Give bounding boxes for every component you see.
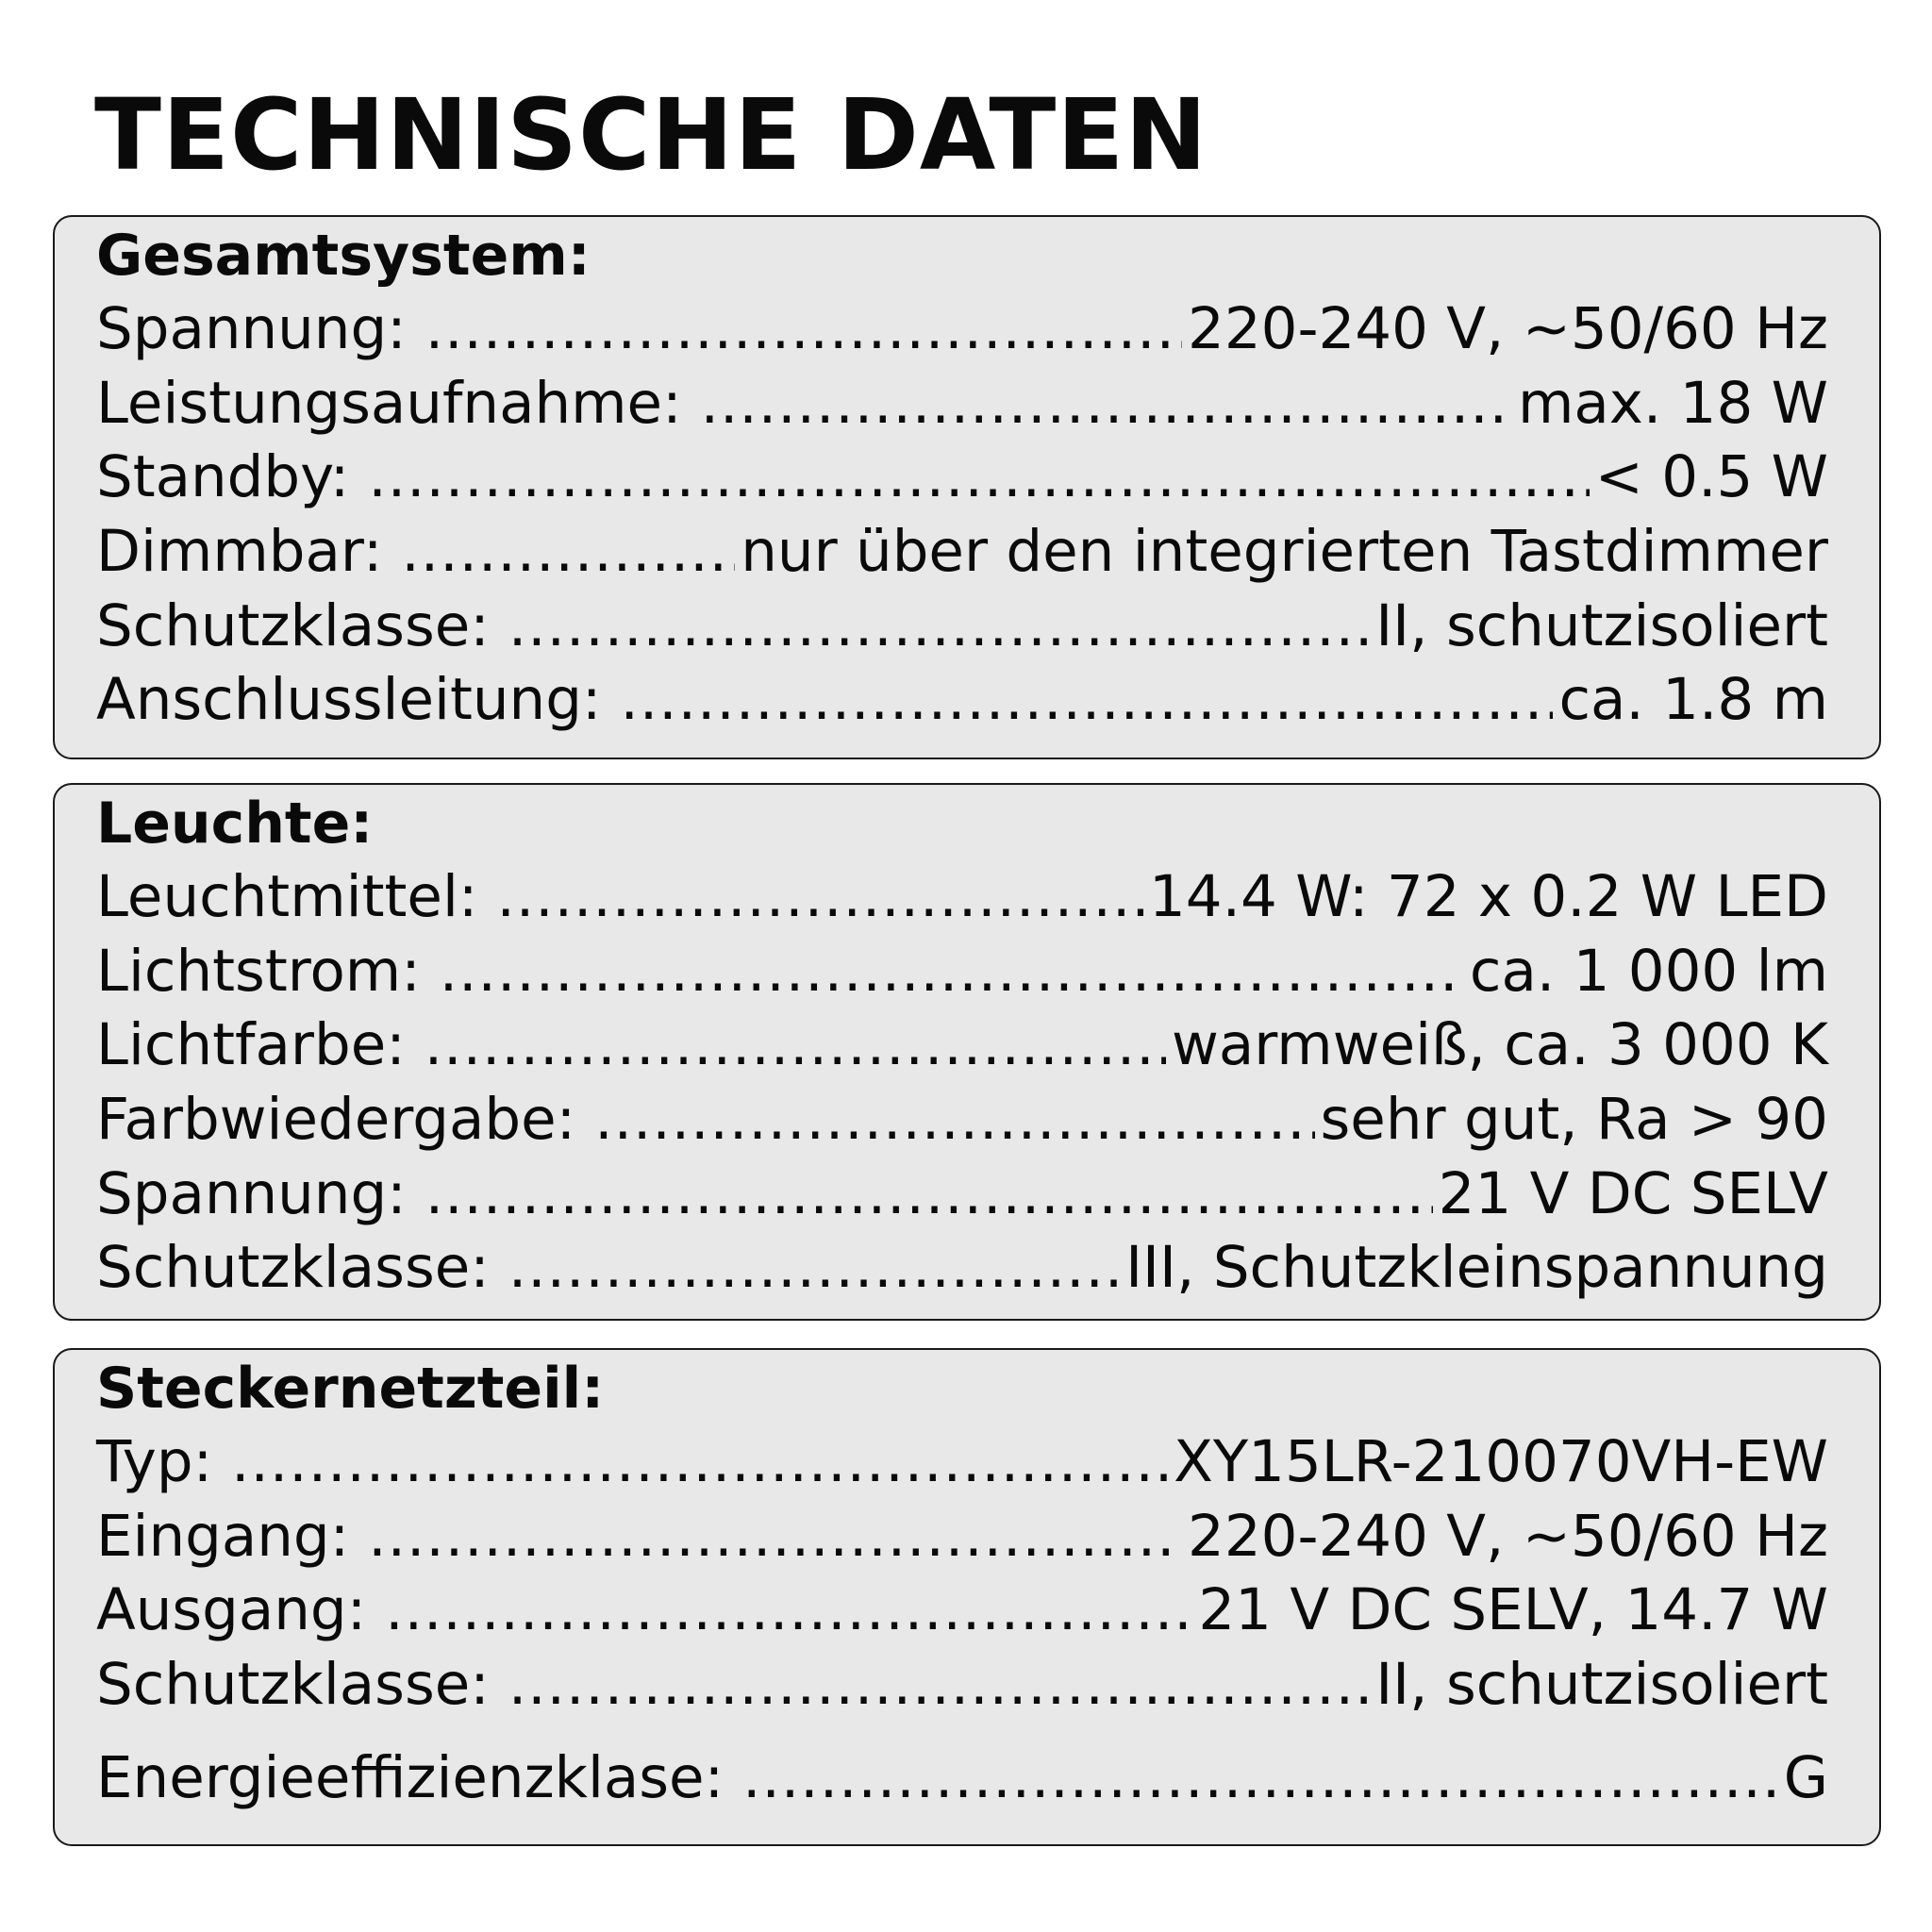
spec-row-typ (96, 1425, 1828, 1500)
dot-leader (508, 590, 1370, 664)
spec-label: Ausgang: (96, 1576, 367, 1644)
section-heading: Steckernetzteil: (96, 1356, 605, 1422)
section-heading: Leuchte: (96, 791, 374, 857)
spec-value: < 0.5 W (1594, 443, 1828, 511)
spec-label: Schutzklasse: (96, 1234, 490, 1302)
spec-label: Standby: (96, 443, 350, 511)
spec-label: Lichtstrom: (96, 937, 421, 1005)
spec-value: 220-240 V, ~50/60 Hz (1188, 1502, 1828, 1570)
spec-value: ca. 1 000 lm (1469, 937, 1828, 1005)
dot-leader (368, 1500, 1182, 1574)
dot-leader (401, 515, 735, 590)
spec-value: XY15LR-210070VH-EW (1174, 1428, 1828, 1495)
dot-leader (440, 935, 1464, 1009)
dot-leader (594, 1083, 1314, 1158)
spec-value: III, Schutzkleinspannung (1125, 1234, 1828, 1302)
spec-row-leistungsaufnahme (96, 367, 1828, 441)
spec-label: Energieeffizienzklase: (96, 1743, 724, 1811)
spec-row-standby (96, 441, 1828, 515)
spec-row-anschlussleitung (96, 663, 1828, 738)
spec-value: II, schutzisoliert (1375, 1651, 1828, 1719)
spec-label: Lichtfarbe: (96, 1011, 406, 1079)
spec-row-dimmbar (96, 515, 1828, 590)
dot-leader (620, 663, 1553, 738)
spec-box-leuchte (53, 783, 1881, 1321)
spec-label: Anschlussleitung: (96, 666, 602, 734)
spec-label: Spannung: (96, 295, 407, 362)
spec-label: Farbwiedergabe: (96, 1086, 576, 1154)
spec-row-spannung (96, 292, 1828, 367)
spec-value: nur über den integrierten Tastdimmer (741, 518, 1828, 586)
spec-label: Schutzklasse: (96, 1651, 490, 1719)
dot-leader (701, 367, 1512, 441)
spec-value: 21 V DC SELV (1438, 1159, 1828, 1227)
spec-box-steckernetzteil (53, 1348, 1881, 1846)
spec-value: 21 V DC SELV, 14.7 W (1198, 1576, 1828, 1644)
spec-value: warmweiß, ca. 3 000 K (1172, 1011, 1828, 1079)
spec-label: Spannung: (96, 1159, 407, 1227)
spec-row-lichtstrom (96, 935, 1828, 1009)
spec-row-energieeffizienzklasse (96, 1741, 1828, 1816)
dot-leader (425, 1008, 1166, 1083)
spec-label: Leistungsaufnahme: (96, 369, 682, 437)
spec-value: sehr gut, Ra > 90 (1320, 1086, 1828, 1154)
spec-value: II, schutzisoliert (1375, 591, 1828, 659)
spec-label: Typ: (96, 1428, 213, 1495)
spec-row-lichtfarbe (96, 1008, 1828, 1083)
spec-row-eingang (96, 1500, 1828, 1574)
spec-value: 14.4 W: 72 x 0.2 W LED (1149, 863, 1828, 930)
spec-box-gesamtsystem (53, 215, 1881, 759)
spec-label: Dimmbar: (96, 518, 383, 586)
spec-row-farbwiedergabe (96, 1083, 1828, 1158)
spec-row-schutzklasse (96, 1231, 1828, 1306)
spec-row-spannung (96, 1158, 1828, 1232)
spec-label: Schutzklasse: (96, 591, 490, 659)
dot-leader (508, 1231, 1120, 1306)
spec-value: 220-240 V, ~50/60 Hz (1188, 295, 1828, 362)
dot-leader (508, 1648, 1370, 1723)
dot-leader (231, 1425, 1168, 1500)
spec-row-ausgang (96, 1574, 1828, 1648)
dot-leader (368, 441, 1589, 515)
dot-leader (742, 1741, 1778, 1816)
dot-leader (425, 292, 1182, 367)
spec-row-schutzklasse (96, 590, 1828, 664)
dot-leader (385, 1574, 1192, 1648)
spec-value: max. 18 W (1517, 369, 1828, 437)
spec-label: Leuchtmittel: (96, 863, 478, 930)
spec-label: Eingang: (96, 1502, 350, 1570)
spec-row-leuchtmittel (96, 860, 1828, 935)
spec-row-schutzklasse (96, 1648, 1828, 1723)
section-heading: Gesamtsystem: (96, 223, 591, 289)
spec-value: G (1783, 1743, 1828, 1811)
spec-value: ca. 1.8 m (1558, 666, 1828, 734)
page-title: TECHNISCHE DATEN (94, 77, 1208, 192)
dot-leader (496, 860, 1143, 935)
dot-leader (425, 1158, 1433, 1232)
